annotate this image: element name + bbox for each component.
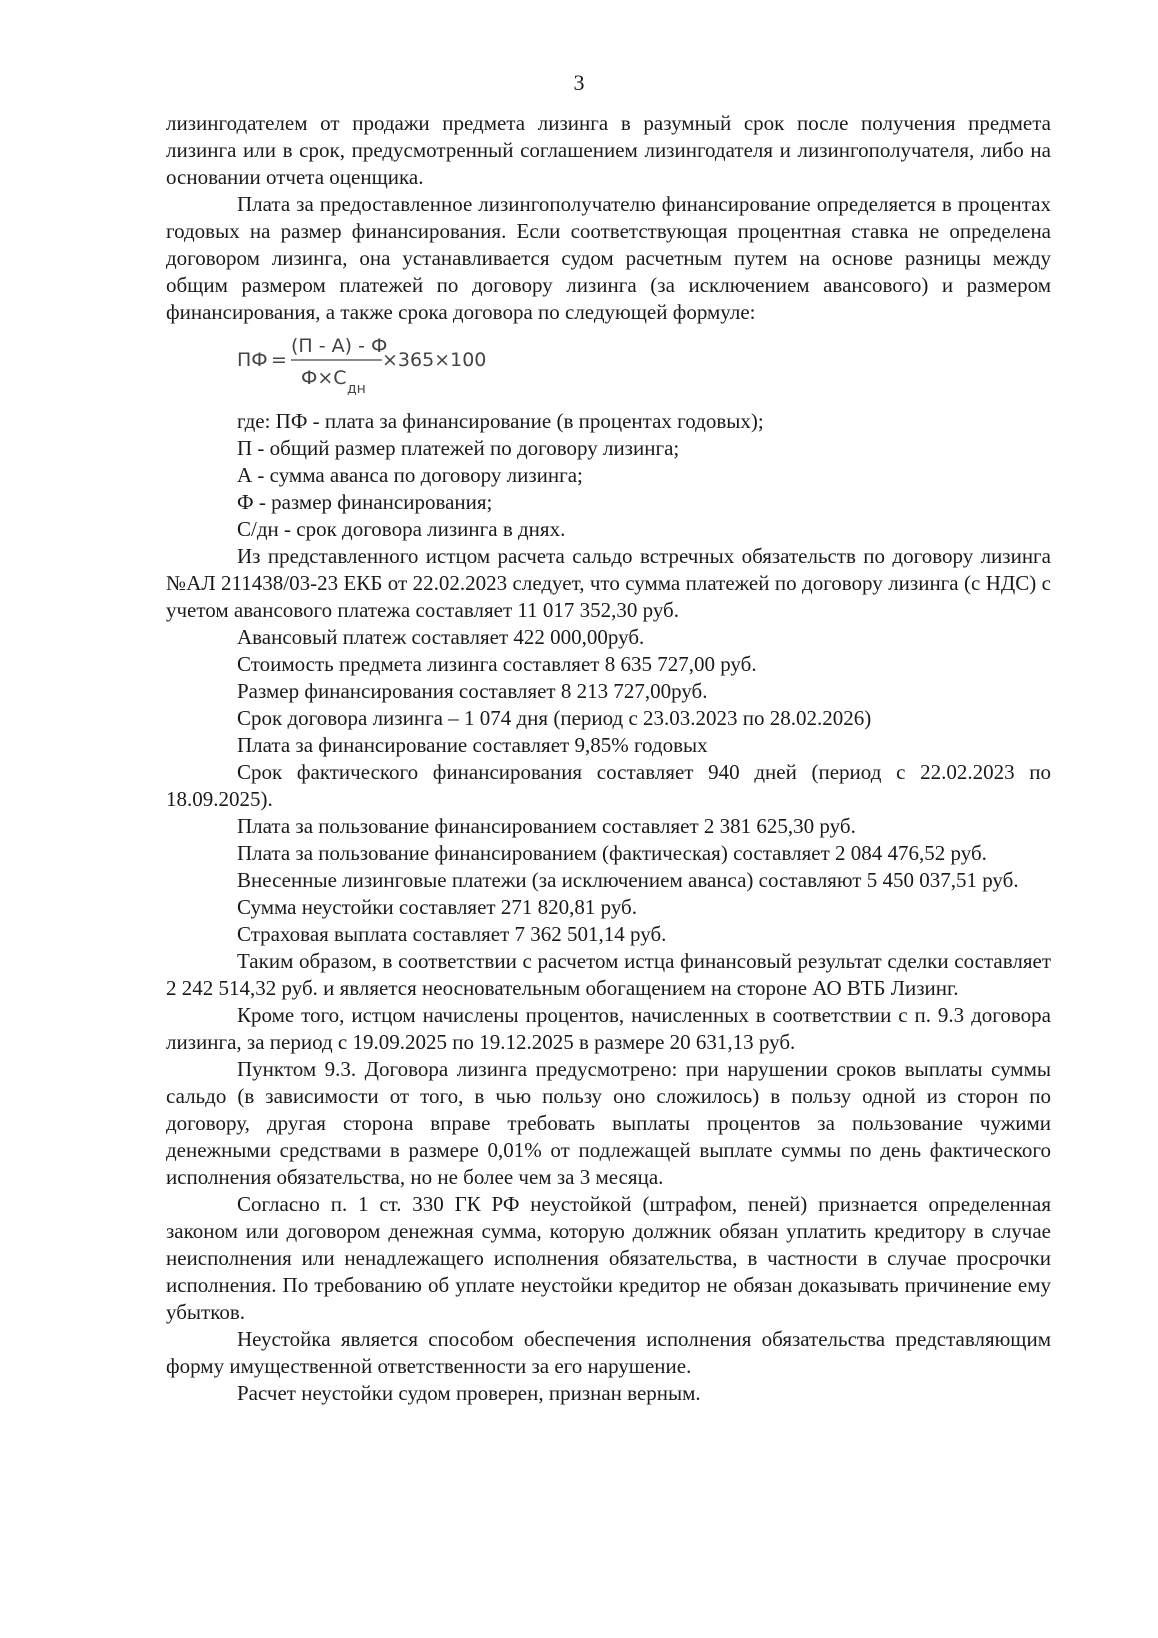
formula-lhs: ПФ <box>237 349 268 371</box>
paragraph: Срок фактического финансирования составляет 940 дней (период с 22.02.2023 по 18.09.2025). <box>166 760 1051 811</box>
paragraph: Плата за пользование финансированием (фактическая) составляет 2 084 476,52 руб. <box>237 841 987 865</box>
document-body <box>166 110 1051 1407</box>
paragraph: Плата за финансирование составляет 9,85% годовых <box>237 733 708 757</box>
paragraph: Из представленного истцом расчета сальдо встречных обязательств по договору лизинга №АЛ 211438/03-23 ЕКБ от 22.02.2023 следует, что сумма платежей по договору лизинга (с НДС) с учетом авансового платежа составляет 11 017 352,30 руб. <box>166 544 1051 622</box>
paragraph: Авансовый платеж составляет 422 000,00руб. <box>237 625 645 649</box>
paragraph: Стоимость предмета лизинга составляет 8 635 727,00 руб. <box>237 652 757 676</box>
formula-multiplier: ×365×100 <box>382 349 487 371</box>
financing-fee-formula <box>166 328 1051 404</box>
formula-numerator: (П - А) - Ф <box>291 335 388 357</box>
formula-denominator: Ф×С <box>301 367 347 389</box>
paragraph: Расчет неустойки судом проверен, признан верным. <box>237 1381 701 1405</box>
paragraph: Плата за пользование финансированием составляет 2 381 625,30 руб. <box>237 814 856 838</box>
formula-legend-line: А - сумма аванса по договору лизинга; <box>237 463 583 487</box>
paragraph: Размер финансирования составляет 8 213 727,00руб. <box>237 679 708 703</box>
paragraph: лизингодателем от продажи предмета лизинга в разумный срок после получения предмета лизинга или в срок, предусмотренный соглашением лизингодателя и лизингополучателя, либо на основании отчета оценщика. <box>166 111 1051 189</box>
formula-legend-line: Ф - размер финансирования; <box>237 490 493 514</box>
paragraph: Согласно п. 1 ст. 330 ГК РФ неустойкой (штрафом, пеней) признается определенная законом или договором денежная сумма, которую должник обязан уплатить кредитору в случае неисполнения или ненадлежащего исполнения обязательства, в частности в случае просрочки исполнения. По требованию об уплате неустойки кредитор не обязан доказывать причинение ему убытков. <box>166 1192 1051 1324</box>
paragraph: Пунктом 9.3. Договора лизинга предусмотрено: при нарушении сроков выплаты суммы сальдо (в зависимости от того, в чью пользу оно сложилось) в пользу одной из сторон по договору, другая сторона вправе требовать выплаты процентов за пользование чужими денежными средствами в размере 0,01% от подлежащей выплате суммы по день фактического исполнения обязательства, но не более чем за 3 месяца. <box>166 1057 1051 1189</box>
formula-legend-line: где: ПФ - плата за финансирование (в процентах годовых); <box>237 409 764 433</box>
formula-legend-line: С/дн - срок договора лизинга в днях. <box>237 517 566 541</box>
formula-legend-line: П - общий размер платежей по договору лизинга; <box>237 436 680 460</box>
paragraph: Страховая выплата составляет 7 362 501,14 руб. <box>237 922 667 946</box>
paragraph: Таким образом, в соответствии с расчетом истца финансовый результат сделки составляет 2 242 514,32 руб. и является неосновательным обогащением на стороне АО ВТБ Лизинг. <box>166 949 1051 1000</box>
page-number: 3 <box>573 70 585 95</box>
paragraph: Плата за предоставленное лизингополучателю финансирование определяется в процентах годовых на размер финансирования. Если соответствующая процентная ставка не определена договором лизинга, она устанавливается судом расчетным путем на основе разницы между общим размером платежей по договору лизинга (за исключением авансового) и размером финансирования, а также срока договора по следующей формуле: <box>166 192 1051 324</box>
paragraph: Внесенные лизинговые платежи (за исключением аванса) составляют 5 450 037,51 руб. <box>237 868 1019 892</box>
paragraph: Неустойка является способом обеспечения исполнения обязательства представляющим форму имущественной ответственности за его нарушение. <box>166 1327 1051 1378</box>
formula-graphic <box>237 328 537 404</box>
formula-equals: = <box>271 349 287 371</box>
paragraph: Срок договора лизинга – 1 074 дня (период с 23.03.2023 по 28.02.2026) <box>237 706 872 730</box>
paragraph: Кроме того, истцом начислены процентов, начисленных в соответствии с п. 9.3 договора лизинга, за период с 19.09.2025 по 19.12.2025 в размере 20 631,13 руб. <box>166 1003 1051 1054</box>
paragraph: Сумма неустойки составляет 271 820,81 руб. <box>237 895 637 919</box>
formula-denominator-subscript: дн <box>347 381 366 397</box>
